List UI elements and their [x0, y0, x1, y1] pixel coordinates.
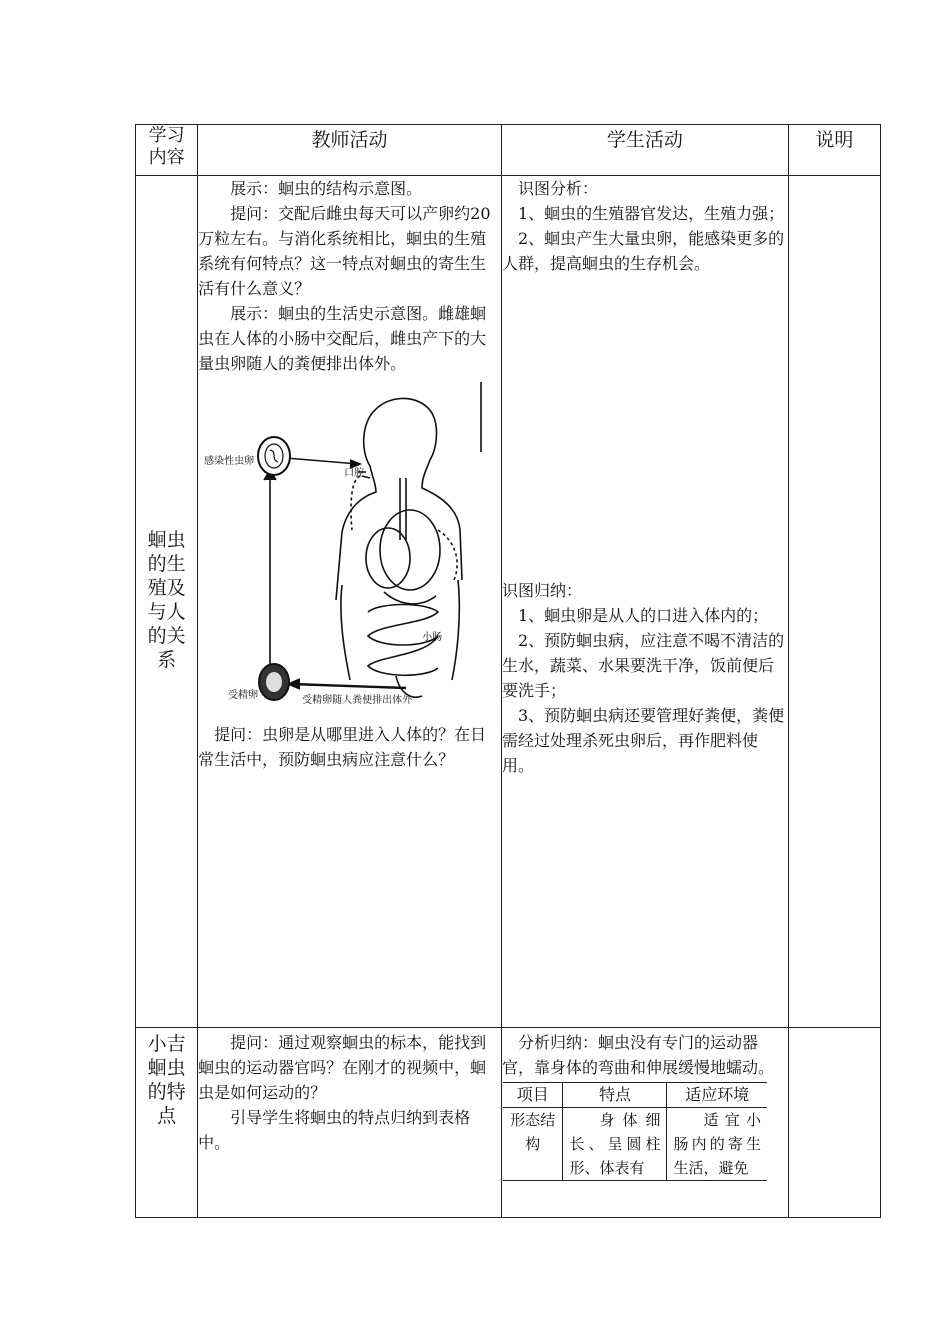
- label-small-intestine: 小肠: [422, 632, 443, 643]
- row1-teacher-cell: [198, 176, 502, 1028]
- row2-label: 小吉蛔虫的特点: [147, 1033, 186, 1127]
- life-cycle-drawing: [200, 380, 485, 720]
- label-fertilized-egg: 受精卵: [228, 690, 259, 701]
- row-reproduction: [136, 176, 881, 1028]
- row1-student-cell: [501, 176, 788, 1028]
- teacher-guide-summary: 引导学生将蛔虫的特点归纳到表格中。: [198, 1108, 471, 1152]
- row2-student-cell: [501, 1028, 788, 1218]
- student-analysis-1: 1、蛔虫的生殖器官发达，生殖力强；: [517, 204, 785, 223]
- student-summary-1: 1、蛔虫卵是从人的口进入体内的；: [517, 606, 769, 625]
- char-cell-environment: 适宜小肠内的寄生生活，避免: [667, 1108, 767, 1181]
- char-header-environment: 适应环境: [667, 1083, 767, 1108]
- row1-notes-cell: [788, 176, 880, 1028]
- student-analysis-2: 2、蛔虫产生大量虫卵，能感染更多的人群，提高蛔虫的生存机会。: [501, 229, 785, 273]
- label-infective-egg: 感染性虫卵: [204, 456, 255, 467]
- table-header-row: [136, 125, 881, 176]
- teacher-question-movement: 提问：通过观察蛔虫的标本，能找到蛔虫的运动器官吗？在刚才的视频中，蛔虫是如何运动的？: [198, 1033, 487, 1102]
- student-summary-2: 2、预防蛔虫病，应注意不喝不清洁的生水，蔬菜、水果要洗干净，饭前便后要洗手；: [501, 631, 785, 700]
- row2-notes-cell: [788, 1028, 880, 1218]
- lesson-plan-table: [135, 124, 881, 1218]
- student-summary-title: 识图归纳：: [501, 581, 582, 600]
- characteristics-header-row: [503, 1083, 767, 1108]
- teacher-show-structure: 展示：蛔虫的结构示意图。: [230, 179, 423, 198]
- char-header-item: 项目: [503, 1083, 563, 1108]
- header-teacher-activity: 教师活动: [198, 125, 502, 176]
- header-learning-content: 学习内容: [136, 125, 198, 176]
- row1-label: 蛔虫的生殖及与人的关系: [147, 529, 186, 671]
- row1-label-cell: [136, 176, 198, 1028]
- label-excreted: 受精卵随人粪便排出体外: [302, 695, 413, 706]
- characteristics-table: [503, 1082, 767, 1181]
- header-notes: 说明: [788, 125, 880, 176]
- label-mouth: 口腔: [344, 468, 365, 479]
- student-summary-3: 3、预防蛔虫病还要管理好粪便，粪便需经过处理杀死虫卵后，再作肥料使用。: [501, 706, 785, 775]
- roundworm-life-cycle-figure: [200, 380, 485, 720]
- char-cell-item: 形态结构: [503, 1108, 563, 1181]
- teacher-show-life-cycle: 展示：蛔虫的生活史示意图。雌雄蛔虫在人体的小肠中交配后，雌虫产下的大量虫卵随人的粪便排出体外。: [198, 304, 487, 373]
- teacher-question-reproduction: 提问：交配后雌虫每天可以产卵约20万粒左右。与消化系统相比，蛔虫的生殖系统有何特点？这一特点对蛔虫的寄生生活有什么意义？: [198, 204, 491, 298]
- table-row: [503, 1108, 767, 1181]
- row2-label-cell: [136, 1028, 198, 1218]
- student-movement-summary: 分析归纳：蛔虫没有专门的运动器官，靠身体的弯曲和伸展缓慢地蠕动。: [501, 1033, 774, 1077]
- header-student-activity: 学生活动: [501, 125, 788, 176]
- row-characteristics: [136, 1028, 881, 1218]
- teacher-question-prevention: 提问：虫卵是从哪里进入人体的？在日常生活中，预防蛔虫病应注意什么？: [198, 725, 487, 769]
- char-cell-feature: 身体细长、呈圆柱形、体表有: [563, 1108, 667, 1181]
- char-header-feature: 特点: [563, 1083, 667, 1108]
- row2-teacher-cell: [198, 1028, 502, 1218]
- student-analysis-title: 识图分析：: [517, 179, 598, 198]
